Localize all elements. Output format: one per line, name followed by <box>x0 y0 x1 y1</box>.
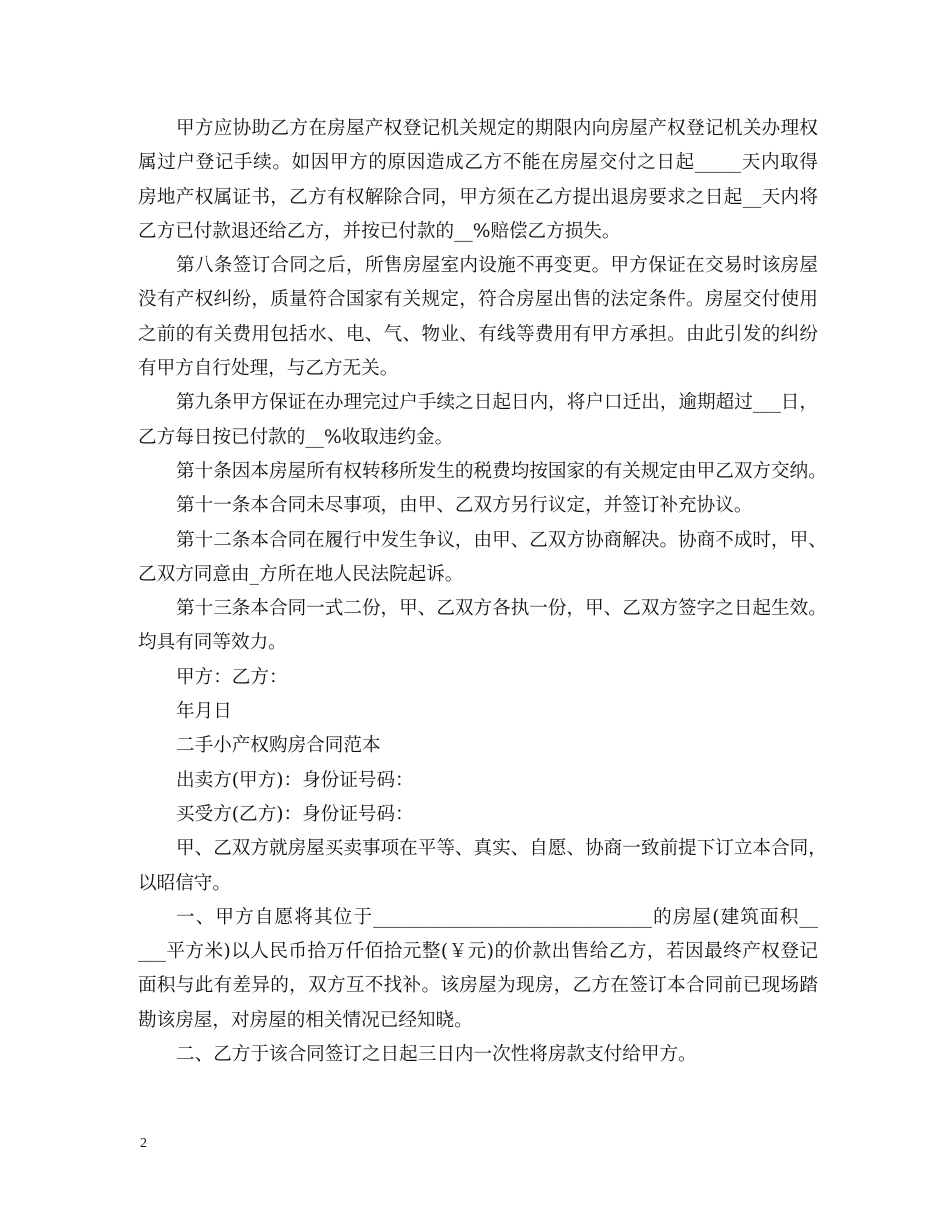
text-line: 房地产权属证书，乙方有权解除合同，甲方须在乙方提出退房要求之日起__天内将 <box>138 186 818 208</box>
text-line: 没有产权纠纷，质量符合国家有关规定，符合房屋出售的法定条件。房屋交付使用 <box>138 289 818 311</box>
text-line: 甲方：乙方： <box>176 666 288 688</box>
text-line: 第十一条本合同未尽事项，由甲、乙双方另行议定，并签订补充协议。 <box>176 495 753 517</box>
text-line: 第十条因本房屋所有权转移所发生的税费均按国家的有关规定由甲乙双方交纳。 <box>176 460 827 482</box>
text-line: ___平方米)以人民币拾万仟佰拾元整(￥元)的价款出售给乙方，若因最终产权登记 <box>138 941 818 963</box>
text-line: 甲、乙双方就房屋买卖事项在平等、真实、自愿、协商一致前提下订立本合同， <box>176 838 827 860</box>
text-line: 甲方应协助乙方在房屋产权登记机关规定的期限内向房屋产权登记机关办理权 <box>176 118 818 139</box>
text-line: 第八条签订合同之后，所售房屋室内设施不再变更。甲方保证在交易时该房屋 <box>176 255 818 277</box>
text-line: 买受方(乙方)：身份证号码： <box>176 803 414 825</box>
text-line: 二、乙方于该合同签订之日起三日内一次性将房款支付给甲方。 <box>176 1044 697 1066</box>
text-line: 属过户登记手续。如因甲方的原因造成乙方不能在房屋交付之日起_____天内取得 <box>138 152 818 174</box>
text-line: 勘该房屋，对房屋的相关情况已经知晓。 <box>138 1009 473 1031</box>
text-line: 一、甲方自愿将其位于______________________________的房屋(建筑面积__ <box>176 906 818 928</box>
text-line: 有甲方自行处理，与乙方无关。 <box>138 358 399 380</box>
text-line: 以昭信守。 <box>138 872 231 894</box>
text-line: 二手小产权购房合同范本 <box>176 735 381 757</box>
text-line: 第九条甲方保证在办理完过户手续之日起日内，将户口迁出，逾期超过___日， <box>176 392 818 414</box>
text-line: 第十三条本合同一式二份，甲、乙双方各执一份，甲、乙双方签字之日起生效。 <box>176 598 827 620</box>
text-line: 第十二条本合同在履行中发生争议，由甲、乙双方协商解决。协商不成时，甲、 <box>176 529 827 551</box>
page-number: 2 <box>140 1136 147 1151</box>
text-line: 年月日 <box>176 701 232 723</box>
text-line: 乙方每日按已付款的__%收取违约金。 <box>138 426 454 448</box>
text-line: 之前的有关费用包括水、电、气、物业、有线等费用有甲方承担。由此引发的纠纷 <box>138 323 818 345</box>
text-line: 乙方已付款退还给乙方，并按已付款的__%赔偿乙方损失。 <box>138 220 621 242</box>
document-body <box>138 112 827 1072</box>
text-line: 乙双方同意由_方所在地人民法院起诉。 <box>138 563 464 585</box>
text-line: 出卖方(甲方)：身份证号码： <box>176 769 414 791</box>
text-line: 面积与此有差异的，双方互不找补。该房屋为现房，乙方在签订本合同前已现场踏 <box>138 975 818 997</box>
text-line: 均具有同等效力。 <box>138 632 287 654</box>
